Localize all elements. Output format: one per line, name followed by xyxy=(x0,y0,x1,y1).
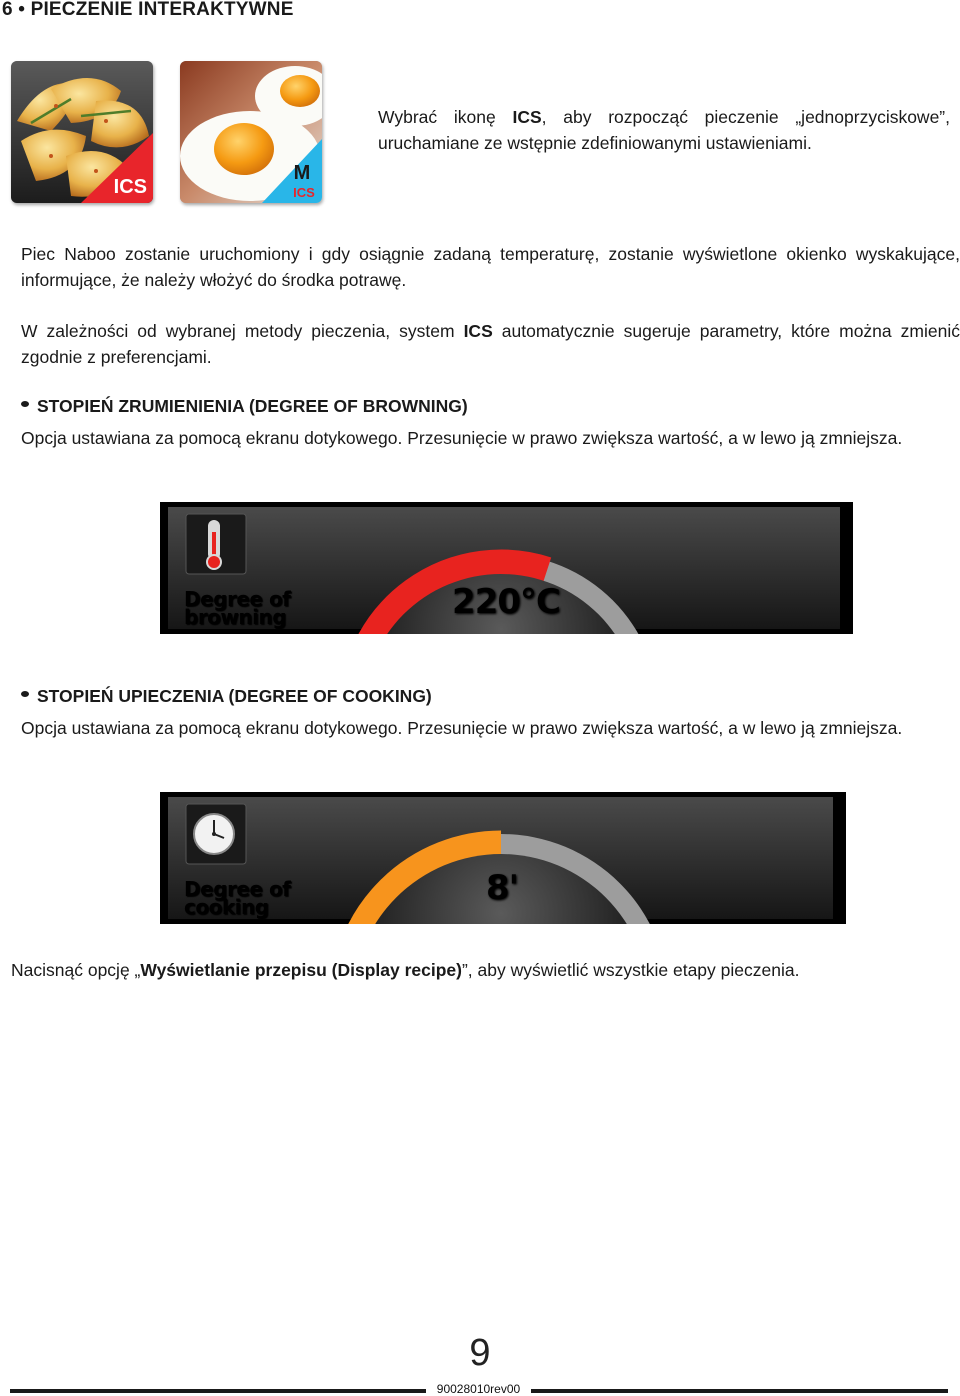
ics-egg-tile[interactable] xyxy=(180,61,322,203)
cooking-label-line2: cooking xyxy=(184,895,269,919)
ics-potatoes-tile[interactable] xyxy=(11,61,153,203)
clock-icon xyxy=(186,804,246,864)
intro-paragraph: Wybrać ikonę ICS, aby rozpocząć pieczenie „jednoprzyciskowe”, uruchamiane ze wstępnie zdefiniowanymi ustawieniami. xyxy=(378,107,950,153)
browning-label-line1: Degree of xyxy=(184,587,291,611)
cooking-dial xyxy=(160,792,846,924)
browning-value: 220°C xyxy=(452,582,560,622)
cooking-heading: STOPIEŃ UPIECZENIA (DEGREE OF COOKING) xyxy=(21,686,432,707)
browning-heading: STOPIEŃ ZRUMIENIENIA (DEGREE OF BROWNING) xyxy=(21,396,468,417)
document-code: 90028010rev00 xyxy=(436,1382,521,1396)
start-paragraph: Piec Naboo zostanie uruchomiony i gdy osiągnie zadaną temperaturę, zostanie wyświetlone okienko wyskakujące, informujące, że należy włożyć do środka potrawę. xyxy=(21,244,960,290)
browning-panel xyxy=(160,502,853,634)
display-recipe-paragraph: Nacisnąć opcję „Wyświetlanie przepisu (Display recipe)”, aby wyświetlić wszystkie etapy pieczenia. xyxy=(11,960,800,980)
page-number: 9 xyxy=(469,1332,491,1374)
browning-dial xyxy=(160,502,853,634)
footer-rule xyxy=(531,1389,948,1393)
fried-egg-icon xyxy=(180,61,322,203)
ics-parameters-paragraph: W zależności od wybranej metody pieczenia, system ICS automatycznie sugeruje parametry, które można zmienić zgodnie z preferencjami. xyxy=(21,321,960,367)
bullet-icon xyxy=(21,691,29,697)
browning-label-line2: browning xyxy=(184,605,287,629)
cooking-panel xyxy=(160,792,846,924)
page-title: 6 • PIECZENIE INTERAKTYWNE xyxy=(2,0,294,20)
ics-badge-m-text: M xyxy=(293,162,311,184)
footer-rule xyxy=(10,1389,426,1393)
cooking-description: Opcja ustawiana za pomocą ekranu dotykowego. Przesunięcie w prawo zwiększa wartość, a w lewo ją zmniejsza. xyxy=(21,718,903,738)
cooking-label-line1: Degree of xyxy=(184,877,291,901)
bullet-icon xyxy=(21,401,29,407)
browning-description: Opcja ustawiana za pomocą ekranu dotykowego. Przesunięcie w prawo zwiększa wartość, a w lewo ją zmniejsza. xyxy=(21,428,903,448)
cooking-value: 8' xyxy=(485,868,519,908)
ics-badge-text: ICS xyxy=(293,185,315,200)
ics-badge-text: ICS xyxy=(113,176,147,198)
thermometer-icon xyxy=(186,514,246,574)
roast-potatoes-icon xyxy=(11,61,153,203)
